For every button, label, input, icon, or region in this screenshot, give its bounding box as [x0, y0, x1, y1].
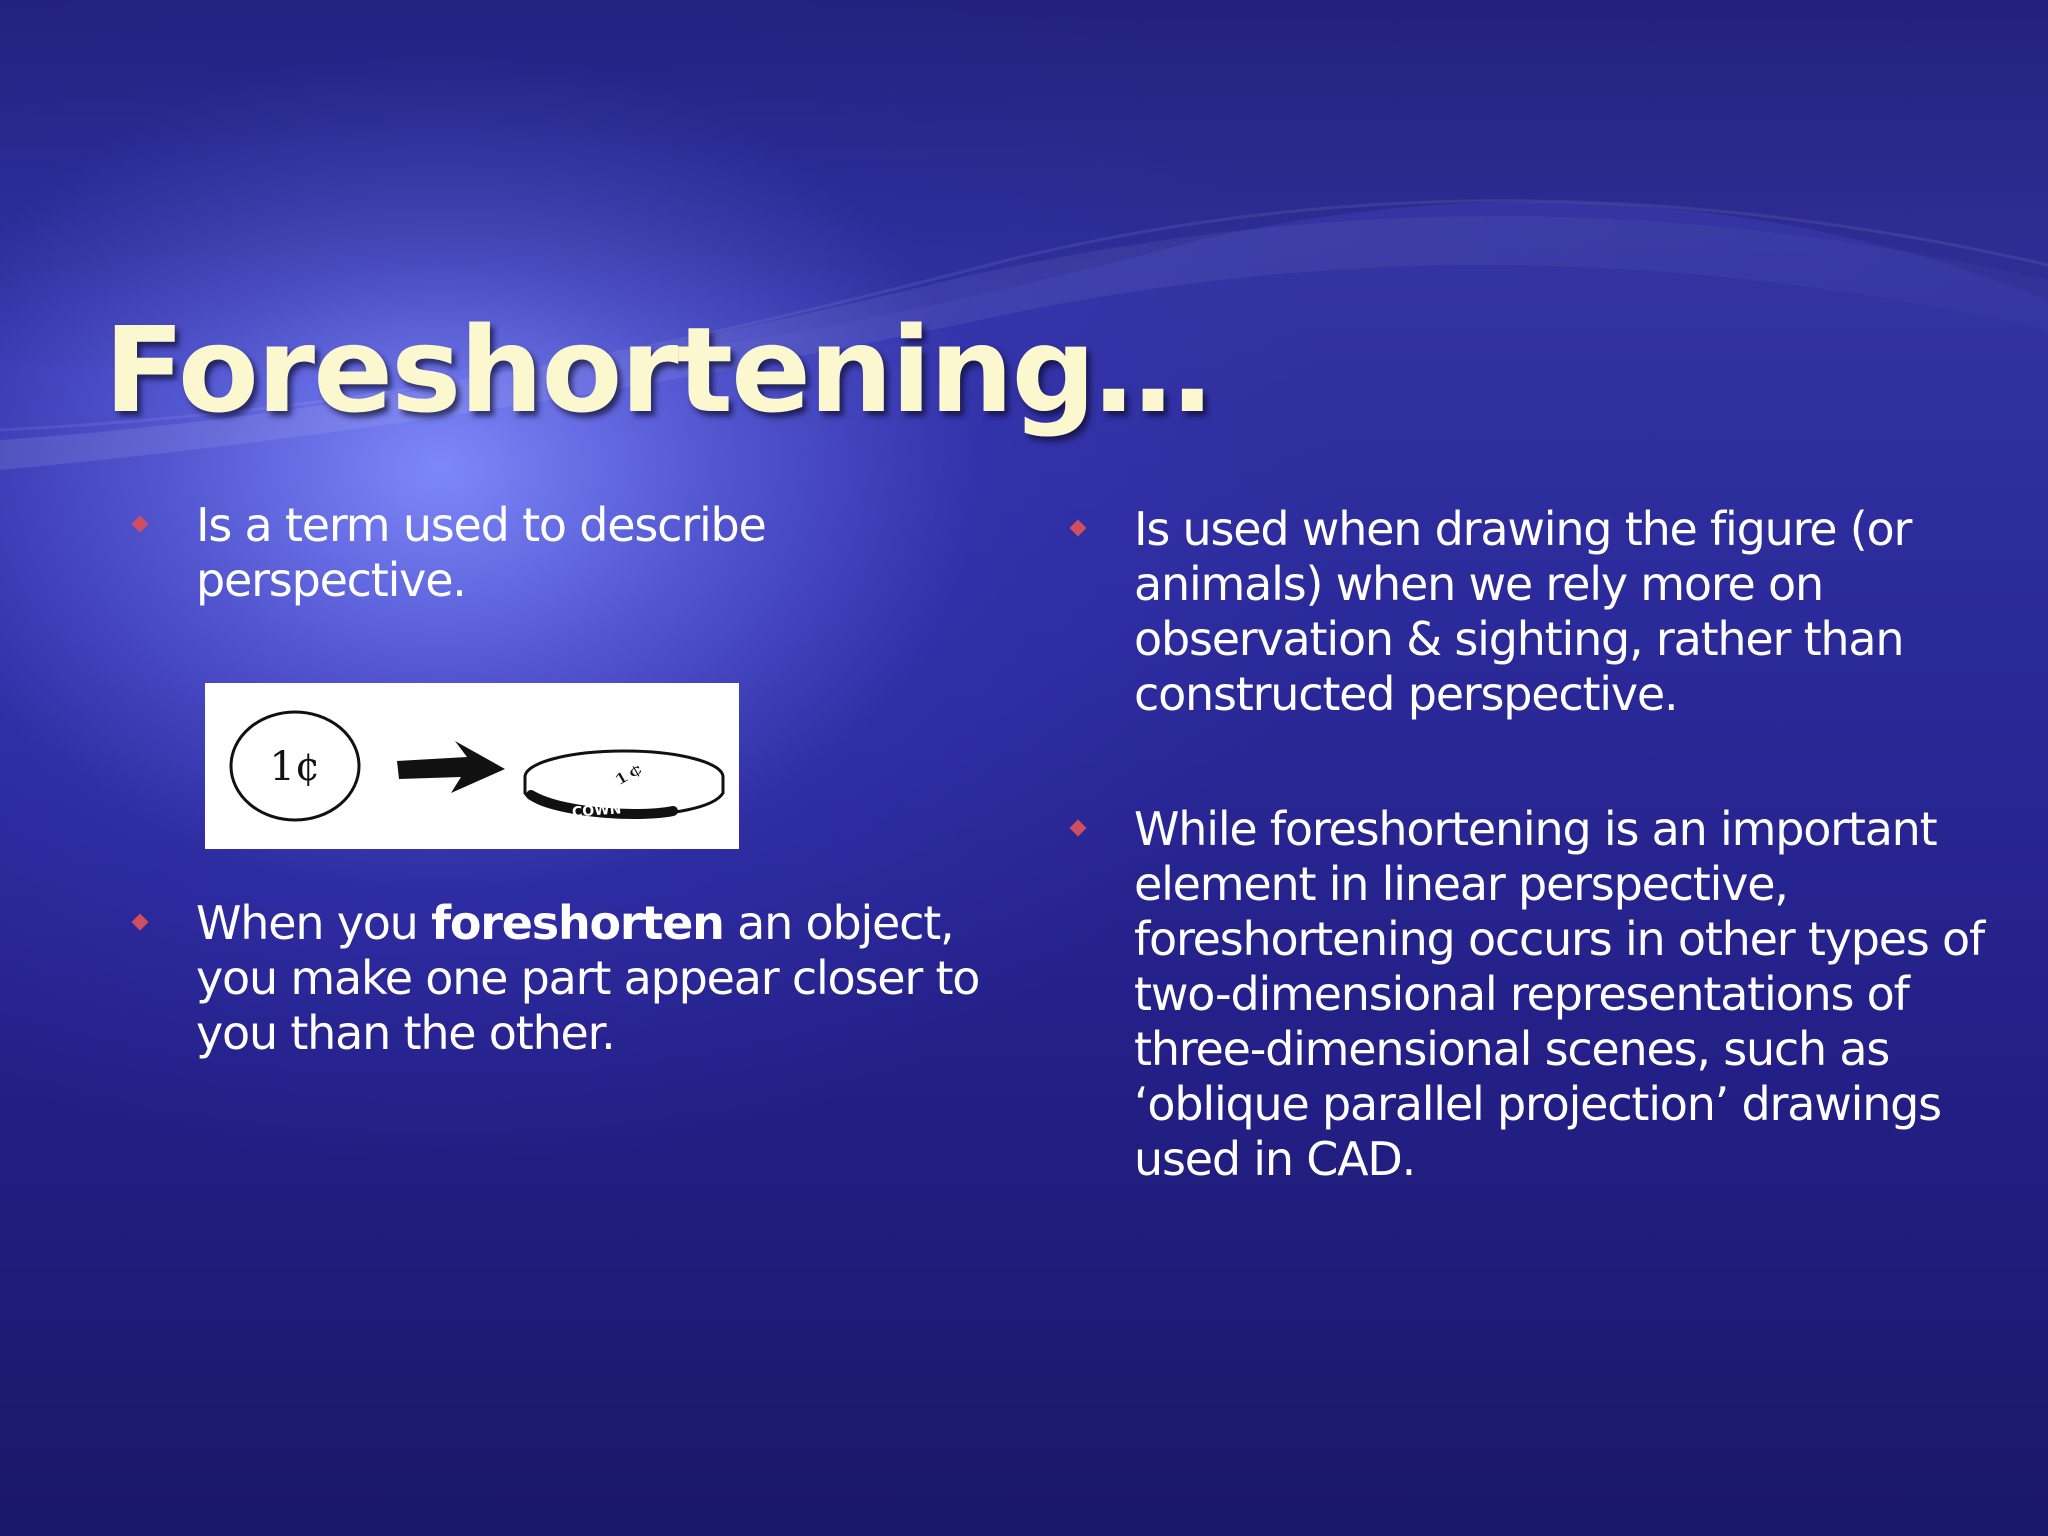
right-bullet-1: [1134, 502, 2034, 722]
right-bullet-1-text: Is used when drawing the figure (or animals) when we rely more on observation & sighting, rather than constructed perspective.: [1134, 502, 1912, 721]
flat-coin-label: 1¢: [611, 759, 647, 790]
left-bullet-2: [196, 896, 1016, 1061]
coin-label: 1¢: [269, 744, 321, 790]
left-bullet-1-text: Is a term used to describe perspective.: [196, 498, 766, 607]
left-bullet-2-text: [196, 896, 979, 1060]
left-bullet-1: [196, 498, 1016, 608]
slide-title: Foreshortening…: [104, 301, 1210, 439]
coin-rim-text: COWN: [571, 801, 622, 821]
right-bullet-2: [1134, 802, 2034, 1187]
coin-foreshortening-figure: [205, 683, 739, 849]
arrow-right-icon: [397, 741, 505, 793]
bullet-text-end: an object, you make one part appear closer to you than the other.: [196, 896, 980, 1060]
bold-term: foreshorten: [431, 896, 724, 950]
right-bullet-2-text: While foreshortening is an important element in linear perspective, foreshortening occurs in other types of two-dimensional representations of three-dimensional scenes, such as ‘oblique parallel projection’ drawings used in CAD.: [1134, 802, 1984, 1186]
bullet-text-start: When you: [196, 896, 432, 950]
